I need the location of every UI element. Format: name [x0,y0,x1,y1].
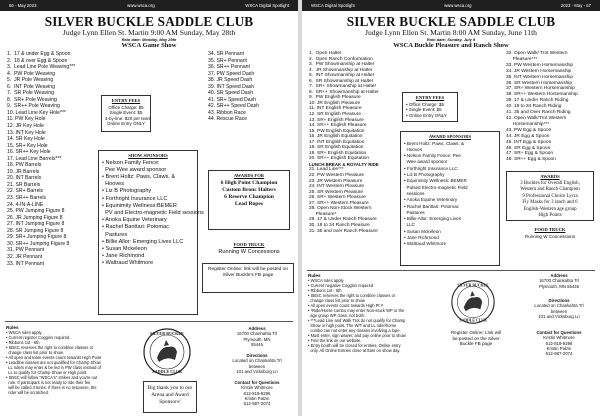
class-list-item: 30. SR++ Jumping Figure 8 [7,240,70,247]
class-list-item: 32. JR Pennant [7,253,43,260]
class-list-item: 19. SR+ English Equitation [309,150,367,156]
contact-line: 612-987-2074 [243,401,271,407]
right-address-title: Address [550,273,568,278]
left-food-title: FOOD TRUCK [233,242,265,247]
address-line: Plymouth, MN 55446 [538,283,580,289]
class-list-item: Horsemanship*** [506,121,550,127]
left-entry-fees-box [101,95,151,132]
left-thankyou-box [143,381,197,413]
rule-line: rule. If participant is not ready to ride their fee [6,380,91,385]
class-list-item: 2. Open Ranch Conformation [309,56,373,62]
class-list-item: 26. SR+ Western Pleasure [309,195,366,201]
rule-line: combo can not enter any classes involving a lope. [308,328,401,333]
class-list-item: 39. 17 & Under Ranch Riding [506,98,569,104]
class-list-item: 31. PW Pennant [7,247,45,254]
rule-line: • ***Lead Line and Walk Trot do not qualify for Champ [308,318,406,323]
right-awards-title: AWARDS [540,174,560,179]
rule-line: change class list prior to show [308,298,365,303]
rule-line: rider will be scratched. [6,390,50,395]
class-list-item: 29. SR+ Jumping Figure 8 [7,234,67,241]
left-header-pub: WSCA Digital Spotlight [245,3,289,8]
left-directions-title: Directions [246,353,268,358]
right-contact [522,330,596,356]
svg-text:SILVER BUCKLE: SILVER BUCKLE [150,331,184,336]
rule-line: • Current negative Coggins required [308,283,374,288]
left-divider [5,321,293,322]
left-thankyou-text: Big thank you to our Arena and Award Sponsors! [147,385,193,405]
left-address [222,326,292,347]
left-food-name: Running W Concessions [218,248,280,255]
sponsor-line: • Anoka Equine Veterinary [102,217,167,224]
right-food-title: FOOD TRUCK [534,227,566,232]
rule-line: change class list prior to show. [6,350,64,355]
class-list-item: 14. SR Key Hole [7,136,45,143]
class-list-item: 22. PW Western Pleasure [309,173,365,179]
right-contact-title: Contact for Questions [536,330,582,335]
right-sponsors-box [400,131,500,266]
right-class-list [309,51,401,234]
right-register-text: Register Online: Link will be posted on the Silver Buckle FB page [450,330,502,347]
left-header-page: 66 - May 2023 [9,3,37,8]
left-rain-date: Rain date: Monday, May 29th [121,37,177,42]
class-list-item: 43. Ribbon Race [208,109,246,116]
left-directions [222,353,292,374]
class-list-item: 15. SR+ Key Hole [7,142,48,149]
contact-line: Kristin Palzin [546,345,572,351]
class-list-item: 47. SR+ Egg & Spoon [506,151,554,157]
right-food-truck [506,225,594,247]
address-line: Plymouth, MN [243,336,271,342]
left-contact-title: Contact for Questions [234,380,280,385]
class-list-item: 37. PW Speed Dash [208,70,255,77]
left-rules [6,325,138,395]
address-line: 16700 Chanhahta Trl [236,331,278,337]
class-list-item: 42. Open Walk/Trot Western [506,115,567,121]
left-entry-fees-title: ENTRY FEES [111,98,141,103]
fee-line: 4-by-line: $20 per team [105,115,152,121]
class-list-item: 26. JR Jumping Figure 8 [7,214,63,221]
right-header-site[interactable]: www.wsca.org [444,3,472,8]
sponsor-line: • Forthright Insurance LLC [404,165,458,171]
class-list-item: 17. INT English Equitation [309,139,365,145]
fee-line: • Online Entry ONLY [406,112,447,118]
left-food-truck [208,240,290,264]
class-list-item: 7. SR+ Showmanship at Halter [309,84,377,90]
class-list-item: 10. Lead Line Key Hole*** [7,109,66,116]
class-list-item: 21. Lead Line*** [309,167,344,173]
rule-line: • All open events count towards High Pt # [308,303,383,308]
sponsor-line: • Jane Richmond [404,235,439,241]
class-list-item: 16. JR English Equitation [309,134,363,140]
sponsor-line: • Equinimity Wellness: BEMER [404,178,467,184]
rule-line: LL to qualify for Champ Show or High point. [6,370,88,375]
award-line: 6 High Point Champion [220,179,278,186]
class-list-item: 11. PW Key Hole [7,116,46,123]
class-list-item: Pleasure*** [506,56,538,62]
class-list-item: 34. SR Pennant [208,51,244,57]
class-list-item: 12. SR English Pleasure [309,112,361,118]
rule-line: • SBSC reserves the right to combine classes or [6,345,94,350]
right-awards-box [506,171,594,221]
sponsor-line: • Rachel Banttari: Potomac [404,203,459,209]
sponsor-line: • Forthright Insurance LLC [102,195,168,202]
right-directions-title: Directions [548,298,570,303]
class-list-item: 6. INT Pole Weaving [7,83,55,90]
sponsor-line: Pastures [102,231,128,238]
sponsor-line: Hooves [102,181,125,188]
class-list-item: 38. SR++ Western Horsemanship [506,92,578,98]
fee-line: Online Entry ONLY [107,121,145,127]
sponsor-line: • Equinimity Wellness:BEMER [102,202,177,209]
rule-line: will be called 3 times. If there is no response, the [6,385,97,390]
class-list-item: 40. 18 to 34 Ranch Riding [506,104,562,110]
class-list-item: 48. SR++ Egg & Spoon [506,157,556,163]
left-header-bar [0,0,298,11]
rule-line: • Ribbons 1st - 6th [308,288,342,293]
right-header-page: 2023 - May - 67 [560,3,591,8]
class-list-item: 1. 17 & under Egg & Spoon [7,51,71,57]
sponsor-line: Wee award sponsor [404,159,448,165]
fee-line: Office Charge: $5 [108,104,144,110]
class-list-item: 13. SR+ English Pleasure [309,117,364,123]
right-class-list-cont [506,51,598,163]
sponsor-line: • Nelson Family Fence: [102,159,160,166]
contact-line: Kristin Whitmore [543,335,575,341]
right-club-logo [450,278,496,326]
class-list-item: 9. PW English Pleasure [309,95,361,101]
left-register-box [202,263,294,293]
sponsor-line: • Jane Richmond [102,253,145,260]
class-list-item: 38. JR Speed Dash [208,77,253,84]
class-list-item: 19. JR Barrels [7,168,40,175]
directions-line: 101 and Vicksburg Ln [236,368,278,374]
class-list-item: 27. SR++ Western Pleasure [309,200,369,206]
class-list-item: 20. INT Barrels [7,175,42,182]
right-show-name: WSCA Buckle Pleasure and Ranch Show [393,42,509,49]
right-food-name: Running W Concessions [524,233,576,239]
class-list-item: 23. JR Western Pleasure [309,178,363,184]
class-list-item: 22. SR+ Barrels [7,188,44,195]
class-list-item: 18. SR English Equitation [309,145,364,151]
class-list-item: 42. SR++ Speed Dash [208,103,259,110]
left-register-text: Register Online: link will be posted on Silver Buckle's FB page [208,267,288,278]
fee-line: Single Event: $5 [109,110,143,116]
class-list-item: 24. 4-IN-A-LINE [7,201,44,208]
sponsor-line: • Waltraud Whitmore [102,260,154,267]
class-list-item: 28. SR Jumping Figure 8 [7,227,64,234]
right-sponsors-title: AWARD SPONSORS [428,134,472,139]
right-divider [307,270,595,271]
directions-line: between [550,308,568,314]
svg-text:SILVER BUCKLE: SILVER BUCKLE [457,283,489,288]
sponsor-line: • Brent Holtz: Paws, Claws, & [102,174,176,180]
class-list-item: 17. Lead Line Barrels*** [7,155,62,162]
left-page [0,0,298,416]
lunch-break-label: LUNCH BREAK & ROYALTY RIDE [309,161,379,167]
class-list-item: 8. SR++ Showmanship at Halter [309,89,379,95]
contact-line: 612-819-9296 [243,390,271,396]
rule-line: • WSCA rules apply [308,278,344,283]
class-list-item: 3. Lead Line Pole Weaving*** [7,64,76,71]
left-show-name: WSCA Game Show [121,42,177,49]
rule-line: • Entry booth will be closed for entries. Online entry [308,343,401,348]
award-line: 6 Reserve Champion [224,194,274,200]
sponsor-line: LLC [404,222,415,228]
class-list-item: 14. SR++ English Pleasure [309,123,367,129]
right-entry-fees-box [402,92,458,122]
class-list-item: 13. INT Key Hole [7,129,46,136]
class-list-item: 41. SR+ Speed Dash [208,96,256,103]
class-list-item: 3. PW Showmanship at Halter [309,62,375,68]
class-list-item: 36. SR++ Pennant [208,64,250,71]
right-header-bar [302,0,600,11]
sponsor-line: • Anoka Equine Veterinary [404,197,458,203]
rule-line: age group WP class, not both. [308,313,366,318]
class-list-item: 7. SR Pole Weaving [7,90,54,97]
class-list-item: 16. SR++ Key Hole [7,149,51,156]
award-line: Western and Ranch Champion [520,187,580,193]
fee-line: • Office Charge: $5 [406,101,445,107]
sponsor-line: • Susan Mckeleon [404,228,441,234]
svg-text:SADDLE CLUB: SADDLE CLUB [152,369,182,374]
right-page [302,0,600,416]
right-rules [308,273,448,353]
address-line: 55446 [251,341,263,347]
sponsor-line: • Rachel Banttari: Potomac [102,224,169,231]
class-list-item: 4. PW Pole Weaving [7,70,56,77]
sponsor-line: • Susan Mckeleon [102,246,147,253]
award-line: 3 Buckles for Overall English, [520,180,580,186]
rule-line: • *Ride/Horse combo may enter Non-stock WP or the [308,308,405,313]
sponsor-line: sessions [404,190,425,196]
class-list-item: 10. JR English Pleasure [309,100,361,106]
class-list-item: 9. SR++ Pole Weaving [7,103,60,110]
right-judge-line: Judge Lynn Ellen St. Martin 8:00 AM Sunday, June 11th [365,28,537,37]
left-judge-line: Judge Lynn Ellen St. Martin 9:00 AM Sunday, May 28th [62,28,236,37]
rule-line: • Must enter, sign waiver, and pay online prior to show [308,333,406,338]
fee-line: • Single Event: $5 [406,107,442,113]
right-header-pub: WSCA Digital Spotlight [311,3,355,8]
class-list-item: 11. INT English Pleasure [309,106,362,112]
award-line: Custom Bronc Halters [222,186,276,193]
sponsor-line: Pulsed Electro-magnetic Field [404,184,468,190]
class-list-item: 45. INT Egg & Spoon [506,139,552,145]
left-address-title: Address [248,326,266,331]
class-list-item: 23. SR++ Barrels [7,195,47,202]
class-list-item: 33. INT Pennant [7,260,45,267]
left-club-title: SILVER BUCKLE SADDLE CLUB [44,14,254,29]
contact-line: Kristin Whitmore [241,385,273,391]
left-header-site[interactable]: www.wsca.org [127,3,155,8]
class-list-item: 36. SR Western Horsemanship [506,80,573,86]
class-list-item: 28. Open Non-Stock Western [309,206,372,212]
class-list-item: 12. JR Key Hole [7,123,44,130]
class-list-item: 21. SR Barrels [7,181,41,188]
award-line: Fly Masks for 3 ranch and 6 [522,200,578,206]
contact-line: 612-819-9296 [545,340,573,346]
left-sponsors-title: SHOW SPONSORS [128,153,168,158]
sponsor-line: • Liz B Photography [404,172,445,178]
right-address [522,273,596,289]
rule-line: • Ribbons 1st - 6th [6,340,40,345]
class-list-item: 44. Rescue Race [208,116,248,123]
rule-line: only. All Online Entries close at 8am on show day. [308,348,401,353]
class-list-item: 35. SR+ Pennant [208,57,247,64]
award-line: Lead Ropes [234,201,264,208]
class-list-item: 25. PW Jumping Figure 8 [7,208,65,215]
class-list-item: 15. PW English Equitation [309,128,365,134]
rule-line: Show or high point. The W/T and LL rider/horse [308,323,397,328]
right-club-title: SILVER BUCKLE SADDLE CLUB [346,14,556,29]
rule-line: • SBSC reserves the right to combine classes or [308,293,396,298]
contact-line: Kristin Palzin [244,395,270,401]
sponsor-line: • Brent Holtz: Paws, Claws, & [404,140,465,146]
class-list-item: 33. PW Western Horsemanship [506,62,574,68]
sponsor-line: • Billie Allor: Emerging Lives LLC [102,238,184,245]
class-list-item: 6. SR Showmanship at Halter [309,78,374,84]
sponsor-line: • Billie Allor: Emerging Lives [404,216,462,222]
directions-line: Located on Chankahta Trl [534,303,584,309]
award-line: English-Western age group [523,206,577,212]
directions-line: between [248,363,266,369]
address-line: 16700 Chankahta Trl [539,278,579,284]
left-awards-box [208,170,290,230]
left-rules-title: Rules [6,325,19,330]
class-list-item: 30. 18 to 34 Ranch Pleasure [309,222,370,228]
class-list-item: 25. SR Western Pleasure [309,189,364,195]
award-line: 9 Professional Choice Lycra [522,193,578,199]
rule-line: • All open and team events count towards High Point [6,355,102,360]
class-list-item: 37. SR+ Western Horsemanship [506,86,575,92]
award-line: High Points [538,213,562,219]
class-list-item: 46. SR Egg & Spoon [506,145,551,151]
sponsor-line: PV and Electro-magnetic Field sessions [102,210,204,217]
directions-line: Located on Chankahta Trl [232,358,282,364]
class-list-item: 35. INT Western Horsemanship [506,74,574,80]
left-awards-title: AWARDS FOR [233,173,265,178]
rule-line: • Leadline classes are not qualified for Champ Show [6,360,101,365]
left-club-logo [142,326,192,378]
right-entry-fees-title: ENTRY FEES [415,95,445,100]
left-sponsors-box [98,150,204,315]
class-list-item: 27. INT Jumping Figure 8 [7,221,65,228]
class-list-item: 4. JR Showmanship at Halter [309,67,373,73]
class-list-item: 5. JR Pole Weaving [7,77,54,84]
class-list-item: 43. PW Egg & Spoon [506,127,552,133]
rule-line: • SBSC will follow "WSCA's" strikes and you're out [6,375,98,380]
class-list-item: 32. Open Walk/ Trot Western [506,51,568,56]
class-list-item: 40. SR Speed Dash [208,90,254,97]
left-class-list-cont [208,51,294,123]
left-contact [222,380,292,406]
class-list-item: Pleasure* [309,211,337,217]
class-list-item: 5. INT Showmanship at Halter [309,73,375,79]
rule-line: • WSCA rules apply [6,330,42,335]
right-rain-date: Rain date: Sunday, July 9 [426,37,476,42]
right-directions [522,298,596,319]
sponsor-line: • Nelson Family Fence: Pee [404,153,461,159]
class-list-item: 1. Open Halter [309,51,342,56]
svg-text:SADDLE CLUB: SADDLE CLUB [459,318,487,323]
contact-line: 612-987-2074 [545,351,573,357]
left-class-list [7,51,99,267]
class-list-item: 41. 35 and Over Ranch Riding [506,110,571,116]
sponsor-line: Pastures [404,209,425,215]
rule-line: • Current register Coggins required. [6,335,71,340]
class-list-item: 44. JR Egg & Spoon [506,133,550,139]
sponsor-line: • Waltraud Whitmore [404,241,447,247]
rule-line: LL riders may enter & be led in PW class instead of [6,365,101,370]
sponsor-line: • Liz B Photography [102,188,152,195]
right-rules-title: Rules [308,273,321,278]
class-list-item: 29. 17 & Under Ranch Pleasure [309,217,377,223]
sponsor-line: Hooves [404,146,423,152]
class-list-item: 8. SR+ Pole Weaving [7,96,57,103]
class-list-item: 18. PW Barrels [7,162,42,169]
rule-line: • Find the link on our website. [308,338,362,343]
class-list-item: 31. 35 and over Ranch Pleasure [309,228,378,234]
directions-line: 101 and Vicksburg Ln [538,313,580,319]
class-list-item: 2. 18 & over Egg & Spoon [7,57,68,64]
class-list-item: 39. INT Speed Dash [208,83,255,90]
class-list-item: 34. JR Western Horsemanship [506,68,572,74]
class-list-item: 20. SR++ English Equitation [309,156,370,162]
class-list-item: 24. INT Western Pleasure [309,184,365,190]
sponsor-line: Pee Wee award sponsor [102,166,167,173]
